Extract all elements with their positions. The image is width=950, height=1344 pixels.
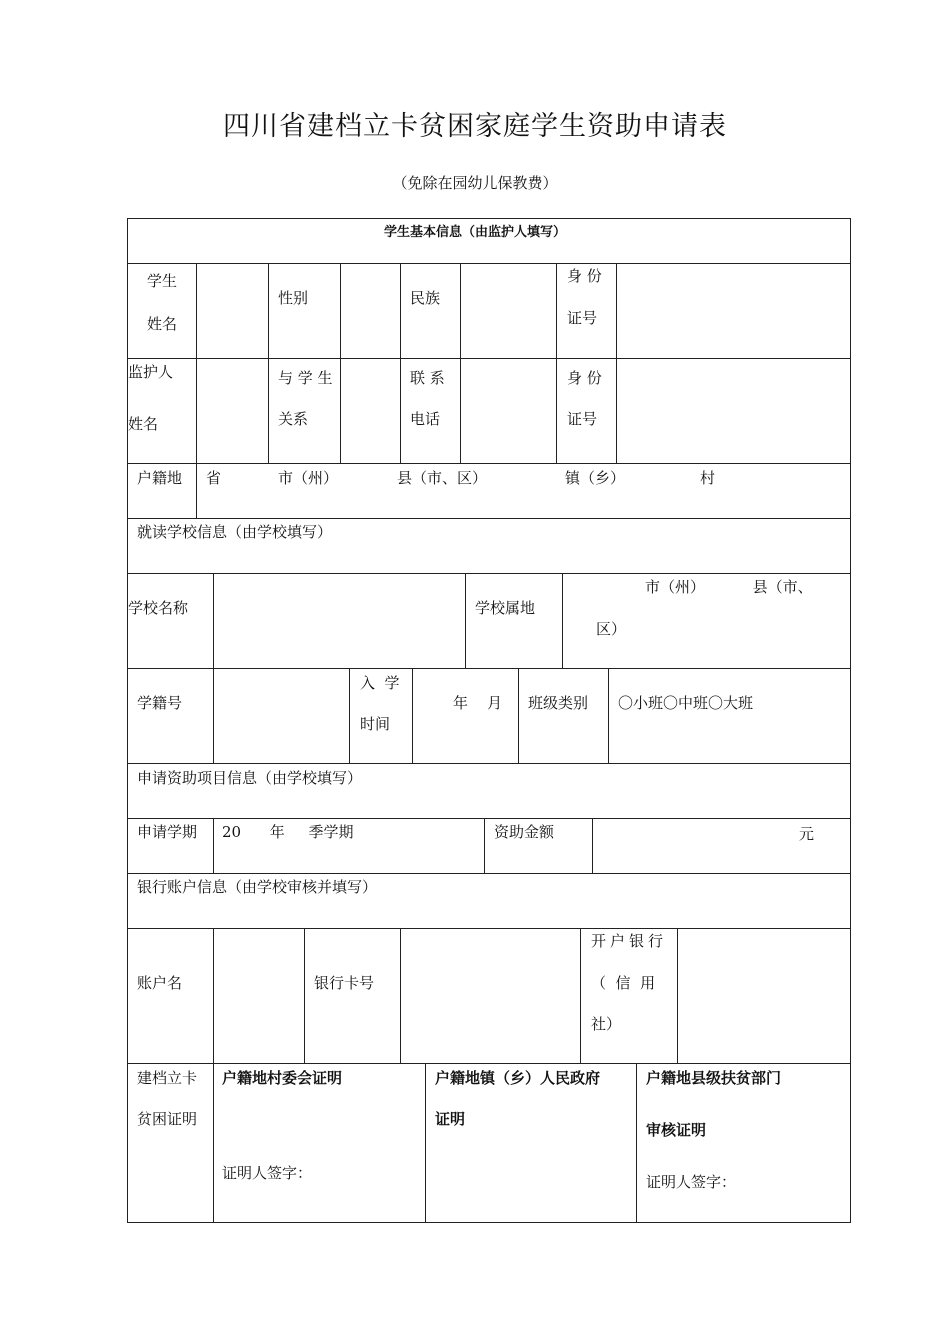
phone-label-2: 电话	[410, 410, 441, 428]
proof-label-2: 贫困证明	[137, 1110, 198, 1128]
form-subtitle: （免除在园幼儿保教费）	[392, 174, 558, 192]
col-line	[268, 263, 269, 463]
town-proof-title-2: 证明	[435, 1110, 466, 1128]
col-line	[518, 668, 519, 763]
guardian-id-label-2: 证号	[567, 410, 598, 428]
student-name-label: 学生	[147, 272, 178, 290]
col-line	[400, 263, 401, 463]
school-location-label: 学校属地	[475, 599, 536, 617]
village-signature-label[interactable]: 证明人签字：	[222, 1164, 313, 1182]
section-aid-project: 申请资助项目信息（由学校填写）	[137, 769, 363, 787]
bank-name-label: 开户银行	[591, 932, 668, 950]
guardian-id-field[interactable]	[617, 359, 849, 463]
col-line	[580, 928, 581, 1063]
col-line	[556, 263, 557, 463]
relation-label-2: 关系	[278, 410, 309, 428]
enroll-year-month[interactable]: 年 月	[453, 694, 503, 712]
account-name-field[interactable]	[214, 929, 303, 1063]
card-no-field[interactable]	[401, 929, 579, 1063]
col-line	[213, 1063, 214, 1223]
aid-amount-field[interactable]	[593, 819, 793, 873]
student-id-label: 身 份	[567, 267, 602, 285]
aid-amount-label: 资助金额	[494, 823, 555, 841]
proof-label: 建档立卡	[137, 1069, 198, 1087]
row-line	[127, 463, 851, 464]
guardian-name-label: 监护人	[128, 363, 174, 381]
enroll-no-label: 学籍号	[137, 694, 183, 712]
bank-name-field[interactable]	[678, 929, 849, 1063]
relation-field[interactable]	[341, 359, 399, 463]
col-line	[425, 1063, 426, 1223]
enroll-no-field[interactable]	[214, 669, 348, 763]
aid-amount-unit: 元	[799, 825, 815, 843]
household-town: 镇（乡）	[565, 469, 626, 487]
col-line	[349, 668, 350, 763]
school-name-field[interactable]	[214, 574, 464, 668]
col-line	[562, 573, 563, 668]
aid-term-label: 申请学期	[137, 823, 198, 841]
bank-name-label-3: 社）	[591, 1015, 622, 1033]
county-proof-title-2: 审核证明	[646, 1121, 707, 1139]
town-proof-title: 户籍地镇（乡）人民政府	[435, 1069, 601, 1087]
enroll-time-label-2: 时间	[360, 715, 391, 733]
col-line	[636, 1063, 637, 1223]
section-school-info: 就读学校信息（由学校填写）	[137, 523, 333, 541]
guardian-name-field[interactable]	[197, 359, 267, 463]
card-no-label: 银行卡号	[314, 974, 375, 992]
col-line	[608, 668, 609, 763]
section-bank-info: 银行账户信息（由学校审核并填写）	[137, 878, 378, 896]
row-line	[127, 1063, 851, 1064]
bank-name-label-2: （ 信 用	[591, 974, 656, 992]
student-name-label-2: 姓名	[147, 315, 178, 333]
table-border-right	[850, 218, 851, 1223]
school-location-line1: 市（州） 县（市、	[645, 578, 813, 596]
school-location-line2: 区）	[596, 620, 627, 638]
ethnicity-field[interactable]	[461, 264, 555, 358]
section-student-basic: 学生基本信息（由监护人填写）	[383, 225, 566, 240]
table-border-top	[127, 218, 851, 219]
table-border-bottom	[127, 1222, 851, 1223]
class-type-options[interactable]: 〇小班〇中班〇大班	[618, 694, 754, 712]
household-province: 省	[206, 469, 222, 487]
household-label: 户籍地	[137, 469, 183, 487]
col-line	[465, 573, 466, 668]
village-proof-title: 户籍地村委会证明	[222, 1069, 343, 1087]
ethnicity-label: 民族	[410, 289, 441, 307]
phone-label: 联 系	[410, 369, 445, 387]
form-title: 四川省建档立卡贫困家庭学生资助申请表	[223, 111, 727, 142]
household-county: 县（市、区）	[397, 469, 488, 487]
col-line	[484, 818, 485, 873]
student-name-field[interactable]	[197, 264, 267, 358]
guardian-name-label-2: 姓名	[128, 415, 159, 433]
row-line	[127, 873, 851, 874]
row-line	[127, 763, 851, 764]
relation-label: 与 学 生	[278, 369, 333, 387]
col-line	[304, 928, 305, 1063]
household-city: 市（州）	[278, 469, 339, 487]
student-id-label-2: 证号	[567, 309, 598, 327]
school-name-label: 学校名称	[128, 599, 189, 617]
row-line	[127, 518, 851, 519]
gender-label: 性别	[278, 289, 309, 307]
aid-term-field[interactable]: 20 年 季学期	[222, 823, 354, 841]
household-village: 村	[700, 469, 716, 487]
student-id-field[interactable]	[617, 264, 849, 358]
col-line	[196, 463, 197, 518]
account-name-label: 账户名	[137, 974, 183, 992]
col-line	[412, 668, 413, 763]
gender-field[interactable]	[341, 264, 399, 358]
county-proof-title: 户籍地县级扶贫部门	[646, 1069, 782, 1087]
county-signature-label[interactable]: 证明人签字：	[646, 1173, 737, 1191]
guardian-id-label: 身 份	[567, 369, 602, 387]
class-type-label: 班级类别	[528, 694, 589, 712]
phone-field[interactable]	[461, 359, 555, 463]
col-line	[213, 818, 214, 873]
enroll-time-label: 入 学	[360, 674, 400, 692]
